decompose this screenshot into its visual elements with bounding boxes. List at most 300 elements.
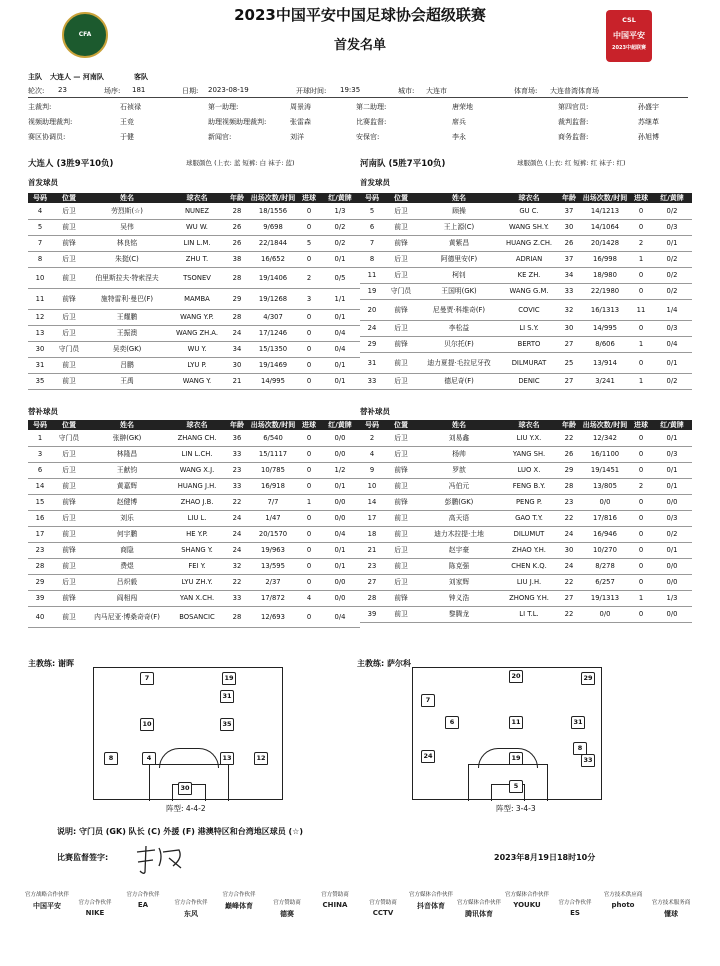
player-cell: 0/4 xyxy=(652,336,692,352)
player-cell: 24 xyxy=(558,558,580,574)
player-cell: 前锋 xyxy=(52,542,86,558)
cfa-logo: CFA xyxy=(62,12,108,58)
player-cell: 37 xyxy=(558,203,580,219)
player-cell: 24 xyxy=(226,510,248,526)
player-row xyxy=(360,219,692,235)
player-cell: LYU P. xyxy=(168,357,226,373)
player-row xyxy=(360,606,692,622)
away-starters-table xyxy=(360,193,692,390)
column-header: 位置 xyxy=(384,420,418,430)
player-cell: 前锋 xyxy=(52,590,86,606)
player-cell: GAO T.Y. xyxy=(500,510,558,526)
player-cell: 1 xyxy=(630,251,652,267)
player-cell: 前卫 xyxy=(52,478,86,494)
player-cell: 1 xyxy=(630,336,652,352)
player-cell: 王国明(GK) xyxy=(418,283,500,299)
sponsor-logo xyxy=(408,890,454,911)
player-cell: 0 xyxy=(298,203,320,219)
player-cell: 0 xyxy=(630,320,652,336)
home-coach: 主教练: 谢晖 xyxy=(28,659,74,668)
player-cell: DENIC xyxy=(500,373,558,389)
sponsor-caption: 官方媒体合作伙伴 xyxy=(504,892,549,898)
player-cell: WANG Y. xyxy=(168,373,226,389)
player-row xyxy=(360,251,692,267)
player-cell: 33 xyxy=(226,446,248,462)
shirt-icon: 13 xyxy=(220,752,234,765)
column-header: 红/黄牌 xyxy=(320,420,360,430)
player-cell: 14/995 xyxy=(248,373,298,389)
table-header-row xyxy=(360,420,692,430)
player-cell: ADRIAN xyxy=(500,251,558,267)
sponsor-logo xyxy=(168,898,214,919)
player-cell: 0 xyxy=(298,510,320,526)
player-cell: 0/2 xyxy=(652,251,692,267)
player-row xyxy=(28,219,360,235)
player-cell: 9/698 xyxy=(248,219,298,235)
player-cell: 前锋 xyxy=(384,299,418,320)
player-cell: 0/4 xyxy=(320,526,360,542)
player-cell: 刘易鑫 xyxy=(418,430,500,446)
player-cell: 0/1 xyxy=(652,478,692,494)
column-header: 号码 xyxy=(360,193,384,203)
player-cell: HUANG Z.CH. xyxy=(500,235,558,251)
player-cell: 17 xyxy=(28,526,52,542)
player-cell: 前卫 xyxy=(52,357,86,373)
shirt-icon: 30 xyxy=(178,782,192,795)
player-row xyxy=(360,352,692,373)
player-cell: YAN X.CH. xyxy=(168,590,226,606)
player-cell: ZHONG Y.H. xyxy=(500,590,558,606)
player-cell: 贝尔托(F) xyxy=(418,336,500,352)
player-cell: 0 xyxy=(630,510,652,526)
player-cell: 14 xyxy=(360,494,384,510)
player-cell: 费煜 xyxy=(86,558,168,574)
player-cell: 30 xyxy=(558,219,580,235)
player-cell: 0 xyxy=(298,574,320,590)
player-cell: 24 xyxy=(226,542,248,558)
player-cell: 陈克强 xyxy=(418,558,500,574)
player-row xyxy=(360,478,692,494)
player-cell: 1/3 xyxy=(652,590,692,606)
player-cell: SHANG Y. xyxy=(168,542,226,558)
shirt-icon: 31 xyxy=(220,690,234,703)
column-header: 红/黄牌 xyxy=(652,420,692,430)
home-formation-label: 阵型: 4-4-2 xyxy=(166,804,206,813)
player-cell: 0/1 xyxy=(320,309,360,325)
player-cell: 林良铭 xyxy=(86,235,168,251)
player-cell: 31 xyxy=(28,357,52,373)
shirt-icon: 19 xyxy=(509,752,523,765)
player-cell: 黎腾龙 xyxy=(418,606,500,622)
player-cell: 23 xyxy=(360,558,384,574)
player-cell: 22/1844 xyxy=(248,235,298,251)
player-cell: 0/0 xyxy=(652,494,692,510)
player-cell: 5 xyxy=(28,219,52,235)
player-cell: 1 xyxy=(28,430,52,446)
shirt-icon: 7 xyxy=(140,672,154,685)
player-row xyxy=(360,267,692,283)
player-cell: HE Y.P. xyxy=(168,526,226,542)
player-cell: 0 xyxy=(630,219,652,235)
column-header: 出场次数/时间 xyxy=(580,193,630,203)
player-cell: 0 xyxy=(630,558,652,574)
player-cell: 28 xyxy=(28,558,52,574)
player-cell: 26 xyxy=(558,235,580,251)
sponsor-name: 懂球 xyxy=(664,910,678,918)
player-cell: WANG G.M. xyxy=(500,283,558,299)
player-cell: 0 xyxy=(298,478,320,494)
away-starters-label: 首发球员 xyxy=(360,178,390,187)
player-cell: 彭鹏(GK) xyxy=(418,494,500,510)
away-team-header: 河南队 (5胜7平10负) xyxy=(360,159,446,169)
player-cell: 23 xyxy=(558,494,580,510)
player-cell: 26 xyxy=(558,446,580,462)
player-cell: 黄嘉辉 xyxy=(86,478,168,494)
player-cell: 0/4 xyxy=(320,606,360,627)
page-subtitle: 首发名单 xyxy=(333,38,386,53)
player-cell: 高天语 xyxy=(418,510,500,526)
player-cell: 后卫 xyxy=(384,574,418,590)
player-cell: 22 xyxy=(226,574,248,590)
player-cell: 后卫 xyxy=(384,203,418,219)
player-cell: 0/2 xyxy=(320,219,360,235)
player-cell: 9 xyxy=(360,462,384,478)
sponsor-name: YOUKU xyxy=(513,901,541,909)
player-cell: 23 xyxy=(226,462,248,478)
player-cell: 11 xyxy=(630,299,652,320)
player-cell: 0 xyxy=(298,373,320,389)
shirt-icon: 31 xyxy=(571,716,585,729)
player-cell: 38 xyxy=(226,251,248,267)
player-cell: 28 xyxy=(558,478,580,494)
player-row xyxy=(28,510,360,526)
player-cell: 0 xyxy=(298,462,320,478)
player-cell: 8 xyxy=(360,251,384,267)
player-cell: 0/1 xyxy=(320,373,360,389)
column-header: 位置 xyxy=(52,420,86,430)
shirt-icon: 10 xyxy=(140,718,154,731)
sponsors-bar xyxy=(24,890,696,950)
column-header: 红/黄牌 xyxy=(320,193,360,203)
player-cell: 0/5 xyxy=(320,267,360,288)
player-cell: 17 xyxy=(360,510,384,526)
player-cell: 3/241 xyxy=(580,373,630,389)
player-cell: 0/2 xyxy=(652,373,692,389)
shirt-icon: 20 xyxy=(509,670,523,683)
player-row xyxy=(28,446,360,462)
column-header: 姓名 xyxy=(86,193,168,203)
player-cell: 20/1570 xyxy=(248,526,298,542)
player-row xyxy=(360,510,692,526)
table-header-row xyxy=(28,193,360,203)
player-cell: 0 xyxy=(630,542,652,558)
sponsor-caption: 官方合作伙伴 xyxy=(126,892,160,898)
player-cell: 王禹 xyxy=(86,373,168,389)
player-cell: LYU ZH.Y. xyxy=(168,574,226,590)
sponsor-caption: 官方赞助商 xyxy=(369,900,397,906)
player-cell: 19 xyxy=(360,283,384,299)
player-cell: 0/0 xyxy=(320,430,360,446)
player-cell: 0/2 xyxy=(652,283,692,299)
player-cell: 0 xyxy=(630,203,652,219)
player-cell: 王耀鹏 xyxy=(86,309,168,325)
column-header: 进球 xyxy=(630,193,652,203)
player-cell: ZHAO J.B. xyxy=(168,494,226,510)
player-cell: 4 xyxy=(298,590,320,606)
player-cell: 0 xyxy=(630,430,652,446)
sponsor-name: CCTV xyxy=(372,909,394,917)
column-header: 年龄 xyxy=(226,420,248,430)
player-cell: WANG Y.P. xyxy=(168,309,226,325)
shirt-icon: 4 xyxy=(142,752,156,765)
player-cell: 0/2 xyxy=(652,267,692,283)
player-cell: 守门员 xyxy=(384,283,418,299)
shirt-icon: 24 xyxy=(421,750,435,763)
player-cell: 4 xyxy=(28,203,52,219)
legend-note: 说明: 守门员 (GK) 队长 (C) 外援 (F) 港澳特区和台湾地区球员 (☆) xyxy=(57,827,304,836)
player-cell: 20 xyxy=(360,299,384,320)
sponsor-name: 抖音体育 xyxy=(417,902,445,910)
player-cell: WU Y. xyxy=(168,341,226,357)
player-row xyxy=(28,430,360,446)
player-cell: 1 xyxy=(630,373,652,389)
player-cell: 0 xyxy=(298,558,320,574)
shirt-icon: 19 xyxy=(222,672,236,685)
player-cell: 16/998 xyxy=(580,251,630,267)
player-cell: 26 xyxy=(226,235,248,251)
player-row xyxy=(360,574,692,590)
player-cell: 15 xyxy=(28,494,52,510)
player-cell: 阿德里安(F) xyxy=(418,251,500,267)
player-row xyxy=(28,267,360,288)
player-cell: 迪力夏提·毛拉尼牙孜 xyxy=(418,352,500,373)
player-cell: 前锋 xyxy=(384,494,418,510)
player-cell: 30 xyxy=(226,357,248,373)
column-header: 年龄 xyxy=(226,193,248,203)
sponsor-name: 巅峰体育 xyxy=(225,902,253,910)
sponsor-logo xyxy=(264,898,310,919)
player-cell: 0 xyxy=(298,430,320,446)
player-cell: 前卫 xyxy=(384,526,418,542)
player-cell: 1 xyxy=(298,494,320,510)
player-row xyxy=(28,288,360,309)
player-cell: 0 xyxy=(630,526,652,542)
player-cell: 0/3 xyxy=(652,219,692,235)
away-formation-label: 阵型: 3-4-3 xyxy=(496,804,536,813)
player-cell: 2 xyxy=(360,430,384,446)
player-cell: 施特雷利·曼巴(F) xyxy=(86,288,168,309)
player-cell: 16/946 xyxy=(580,526,630,542)
player-cell: 6 xyxy=(360,219,384,235)
player-cell: 0 xyxy=(630,462,652,478)
player-cell: 商隐 xyxy=(86,542,168,558)
player-cell: 19/1313 xyxy=(580,590,630,606)
player-cell: KE ZH. xyxy=(500,267,558,283)
shirt-icon: 33 xyxy=(581,754,595,767)
player-cell: 2/37 xyxy=(248,574,298,590)
player-cell: GU C. xyxy=(500,203,558,219)
player-cell: 24 xyxy=(558,526,580,542)
player-row xyxy=(28,203,360,219)
player-cell: 后卫 xyxy=(52,325,86,341)
player-row xyxy=(28,251,360,267)
player-row xyxy=(360,283,692,299)
player-cell: 0 xyxy=(630,283,652,299)
player-cell: 6 xyxy=(28,462,52,478)
player-cell: 0 xyxy=(298,251,320,267)
player-cell: 29 xyxy=(360,336,384,352)
player-cell: LIU Y.X. xyxy=(500,430,558,446)
player-cell: 19/1406 xyxy=(248,267,298,288)
player-cell: 33 xyxy=(558,283,580,299)
shirt-icon: 11 xyxy=(509,716,523,729)
player-cell: 前卫 xyxy=(384,606,418,622)
player-cell: 17/1246 xyxy=(248,325,298,341)
shirt-icon: 5 xyxy=(509,780,523,793)
player-cell: 15/1117 xyxy=(248,446,298,462)
player-cell: 后卫 xyxy=(384,373,418,389)
sponsor-logo xyxy=(216,890,262,911)
player-cell: BOSANCIC xyxy=(168,606,226,627)
player-cell: 13/595 xyxy=(248,558,298,574)
player-cell: 36 xyxy=(226,430,248,446)
player-cell: 0/3 xyxy=(652,510,692,526)
player-row xyxy=(360,320,692,336)
player-cell: 前锋 xyxy=(384,462,418,478)
player-cell: DILMURAT xyxy=(500,352,558,373)
player-cell: 13/805 xyxy=(580,478,630,494)
player-cell: LIN L.M. xyxy=(168,235,226,251)
player-cell: 前卫 xyxy=(52,219,86,235)
player-cell: 0 xyxy=(630,352,652,373)
player-cell: 17/872 xyxy=(248,590,298,606)
player-cell: 39 xyxy=(360,606,384,622)
sponsor-name: photo xyxy=(611,901,635,909)
player-cell: 赵宇豪 xyxy=(418,542,500,558)
info-row-referees: 主裁判: 石祯禄 第一助理: 周景涛 第二助理: 唐荣地 第四官员: 孙盛宇 xyxy=(28,103,659,111)
player-cell: LI T.L. xyxy=(500,606,558,622)
player-cell: 0/1 xyxy=(320,558,360,574)
player-cell: LI S.Y. xyxy=(500,320,558,336)
player-cell: 吴伟 xyxy=(86,219,168,235)
player-cell: BERTO xyxy=(500,336,558,352)
player-cell: 吕炽毅 xyxy=(86,574,168,590)
away-subs-label: 替补球员 xyxy=(360,407,390,416)
player-cell: 40 xyxy=(28,606,52,627)
shirt-icon: 8 xyxy=(104,752,118,765)
player-cell: 10/270 xyxy=(580,542,630,558)
player-cell: 22 xyxy=(226,494,248,510)
player-cell: 0/0 xyxy=(320,574,360,590)
player-cell: 后卫 xyxy=(52,462,86,478)
player-cell: 2 xyxy=(630,478,652,494)
player-cell: 后卫 xyxy=(52,203,86,219)
player-cell: 1/1 xyxy=(320,288,360,309)
player-cell: 35 xyxy=(28,373,52,389)
info-row-teams: 主队 大连人 — 河南队 客队 xyxy=(28,73,148,81)
player-cell: 0/1 xyxy=(652,430,692,446)
player-cell: 0/1 xyxy=(320,478,360,494)
player-cell: 29 xyxy=(28,574,52,590)
shirt-icon: 8 xyxy=(573,742,587,755)
player-cell: 杨帅 xyxy=(418,446,500,462)
player-row xyxy=(28,494,360,510)
player-row xyxy=(28,478,360,494)
player-cell: 0 xyxy=(298,309,320,325)
player-cell: 30 xyxy=(28,341,52,357)
player-cell: 22 xyxy=(558,606,580,622)
shirt-icon: 35 xyxy=(220,718,234,731)
signature-handwriting xyxy=(133,842,188,876)
player-cell: 1/4 xyxy=(652,299,692,320)
sponsor-logo xyxy=(552,898,598,917)
sponsor-caption: 官方战略合作伙伴 xyxy=(24,892,69,898)
column-header: 出场次数/时间 xyxy=(580,420,630,430)
player-cell: 22 xyxy=(558,510,580,526)
player-cell: 后卫 xyxy=(52,446,86,462)
player-cell: 张翀(GK) xyxy=(86,430,168,446)
home-starters-label: 首发球员 xyxy=(28,178,58,187)
sponsor-caption: 官方合作伙伴 xyxy=(174,900,208,906)
column-header: 姓名 xyxy=(418,193,500,203)
sponsor-logo xyxy=(312,890,358,909)
sponsor-name: NIKE xyxy=(85,909,105,917)
player-cell: 30 xyxy=(558,542,580,558)
home-kit-colors: 球服颜色 (上衣: 蓝 短裤: 白 袜子: 蓝) xyxy=(186,159,295,167)
player-cell: 22 xyxy=(558,430,580,446)
player-row xyxy=(28,606,360,627)
player-cell: 罗歆 xyxy=(418,462,500,478)
player-cell: 前卫 xyxy=(384,352,418,373)
player-cell: 33 xyxy=(360,373,384,389)
sponsor-logo xyxy=(120,890,166,909)
shirt-icon: 29 xyxy=(581,672,595,685)
player-cell: 39 xyxy=(28,590,52,606)
player-row xyxy=(28,373,360,389)
player-cell: WU W. xyxy=(168,219,226,235)
player-cell: 前锋 xyxy=(384,336,418,352)
sponsor-logo xyxy=(504,890,550,909)
player-cell: 1/3 xyxy=(320,203,360,219)
player-cell: 27 xyxy=(558,373,580,389)
player-row xyxy=(360,203,692,219)
player-cell: 0 xyxy=(630,267,652,283)
sponsor-caption: 官方技术服务商 xyxy=(651,900,691,906)
player-row xyxy=(28,590,360,606)
player-cell: 0/2 xyxy=(320,235,360,251)
player-cell: 12/693 xyxy=(248,606,298,627)
player-cell: 前卫 xyxy=(384,219,418,235)
player-row xyxy=(360,373,692,389)
player-cell: 前卫 xyxy=(384,558,418,574)
player-cell: 0 xyxy=(630,606,652,622)
player-cell: WANG X.J. xyxy=(168,462,226,478)
player-cell: COVIC xyxy=(500,299,558,320)
player-cell: 12 xyxy=(28,309,52,325)
player-cell: 吴奕(GK) xyxy=(86,341,168,357)
player-cell: DILUMUT xyxy=(500,526,558,542)
sponsor-caption: 官方赞助商 xyxy=(321,892,349,898)
player-cell: 0/0 xyxy=(652,574,692,590)
column-header: 球衣名 xyxy=(500,193,558,203)
player-cell: 0/3 xyxy=(652,446,692,462)
player-cell: 0/2 xyxy=(652,526,692,542)
player-cell: 19/1268 xyxy=(248,288,298,309)
player-cell: 5 xyxy=(298,235,320,251)
player-cell: 6/257 xyxy=(580,574,630,590)
player-row xyxy=(360,299,692,320)
player-cell: 34 xyxy=(558,267,580,283)
